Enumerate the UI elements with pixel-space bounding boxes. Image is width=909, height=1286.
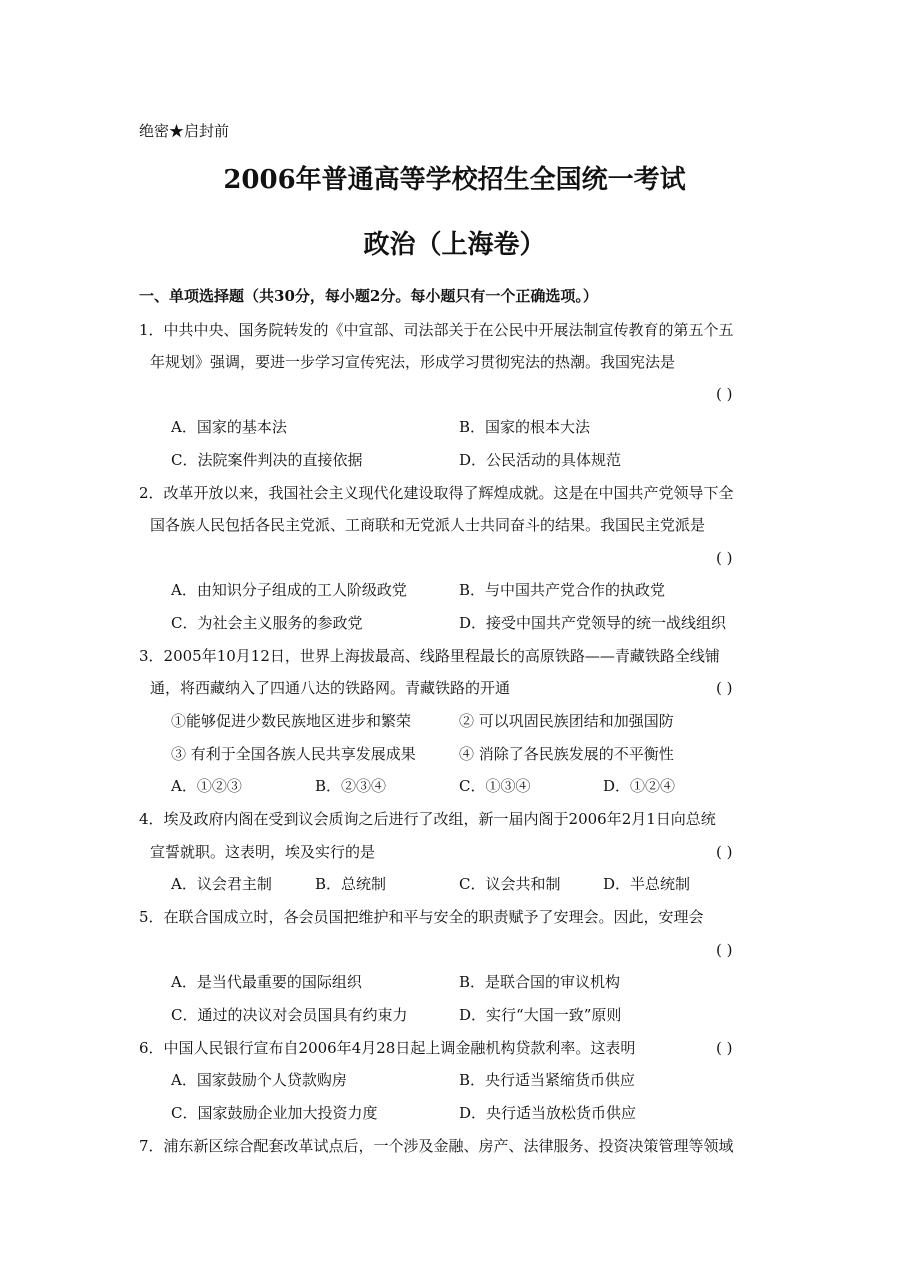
answer-blank: ( ) [716,941,733,959]
question-2-option-a: A．由知识分子组成的工人阶级政党 [171,581,407,599]
answer-blank: ( ) [716,549,733,567]
question-7-line-1: 7．浦东新区综合配套改革试点后，一个涉及金融、房产、法律服务、投资决策管理等领域 [139,1137,734,1155]
question-2-option-c: C．为社会主义服务的参政党 [171,614,363,632]
confidential-mark: 绝密★启封前 [139,122,230,140]
question-6-option-d: D．央行适当放松货币供应 [459,1104,637,1122]
answer-blank: ( ) [716,385,733,403]
question-2-line-2: 国各族人民包括各民主党派、工商联和无党派人士共同奋斗的结果。我国民主党派是 [150,516,706,534]
answer-blank: ( ) [716,1039,733,1057]
question-2-option-b: B．与中国共产党合作的执政党 [459,581,666,599]
question-4-line-1: 4．埃及政府内阁在受到议会质询之后进行了改组，新一届内阁于2006年2月1日向总统 [139,810,716,828]
question-3-statement-1: ①能够促进少数民族地区进步和繁荣 [171,712,412,730]
question-3-line-2: 通，将西藏纳入了四通八达的铁路网。青藏铁路的开通 [150,679,511,697]
question-6-option-c: C．国家鼓励企业加大投资力度 [171,1104,378,1122]
question-4-option-c: C．议会共和制 [459,875,561,893]
section-heading: 一、单项选择题（共30分，每小题2分。每小题只有一个正确选项。） [139,287,598,305]
answer-blank: ( ) [716,679,733,697]
question-2-option-d: D．接受中国共产党领导的统一战线组织 [459,614,727,632]
question-1-option-a: A．国家的基本法 [171,418,287,436]
question-3-statement-3: ③ 有利于全国各族人民共享发展成果 [171,745,416,763]
question-3-option-c: C．①③④ [459,777,531,795]
question-3-statement-2: ② 可以巩固民族团结和加强国防 [459,712,674,730]
question-3-option-b: B．②③④ [315,777,387,795]
question-1-line-2: 年规划》强调，要进一步学习宣传宪法，形成学习贯彻宪法的热潮。我国宪法是 [150,353,676,371]
page-title: 2006年普通高等学校招生全国统一考试 [223,165,686,195]
question-3-statement-4: ④ 消除了各民族发展的不平衡性 [459,745,674,763]
question-6-option-b: B．央行适当紧缩货币供应 [459,1071,636,1089]
answer-blank: ( ) [716,843,733,861]
question-3-line-1: 3．2005年10月12日，世界上海拔最高、线路里程最长的高原铁路——青藏铁路全线铺 [139,647,720,665]
page-subtitle: 政治（上海卷） [363,230,546,260]
question-1-option-b: B．国家的根本大法 [459,418,591,436]
question-1-option-d: D．公民活动的具体规范 [459,451,622,469]
question-5-option-d: D．实行“大国一致”原则 [459,1006,622,1024]
question-1-option-c: C．法院案件判决的直接依据 [171,451,363,469]
question-3-option-d: D．①②④ [603,777,676,795]
question-2-line-1: 2．改革开放以来，我国社会主义现代化建设取得了辉煌成就。这是在中国共产党领导下全 [139,484,734,502]
question-6-line-1: 6．中国人民银行宣布自2006年4月28日起上调金融机构贷款利率。这表明 [139,1039,636,1057]
question-5-option-a: A．是当代最重要的国际组织 [171,973,362,991]
question-1-line-1: 1．中共中央、国务院转发的《中宣部、司法部关于在公民中开展法制宣传教育的第五个五 [139,321,734,339]
question-4-option-a: A．议会君主制 [171,875,272,893]
question-3-option-a: A．①②③ [171,777,242,795]
question-5-option-c: C．通过的决议对会员国具有约束力 [171,1006,408,1024]
question-4-option-d: D．半总统制 [603,875,691,893]
question-6-option-a: A．国家鼓励个人贷款购房 [171,1071,347,1089]
question-4-line-2: 宣誓就职。这表明，埃及实行的是 [150,843,376,861]
question-4-option-b: B．总统制 [315,875,387,893]
question-5-line-1: 5．在联合国成立时，各会员国把维护和平与安全的职责赋予了安理会。因此，安理会 [139,908,704,926]
question-5-option-b: B．是联合国的审议机构 [459,973,621,991]
